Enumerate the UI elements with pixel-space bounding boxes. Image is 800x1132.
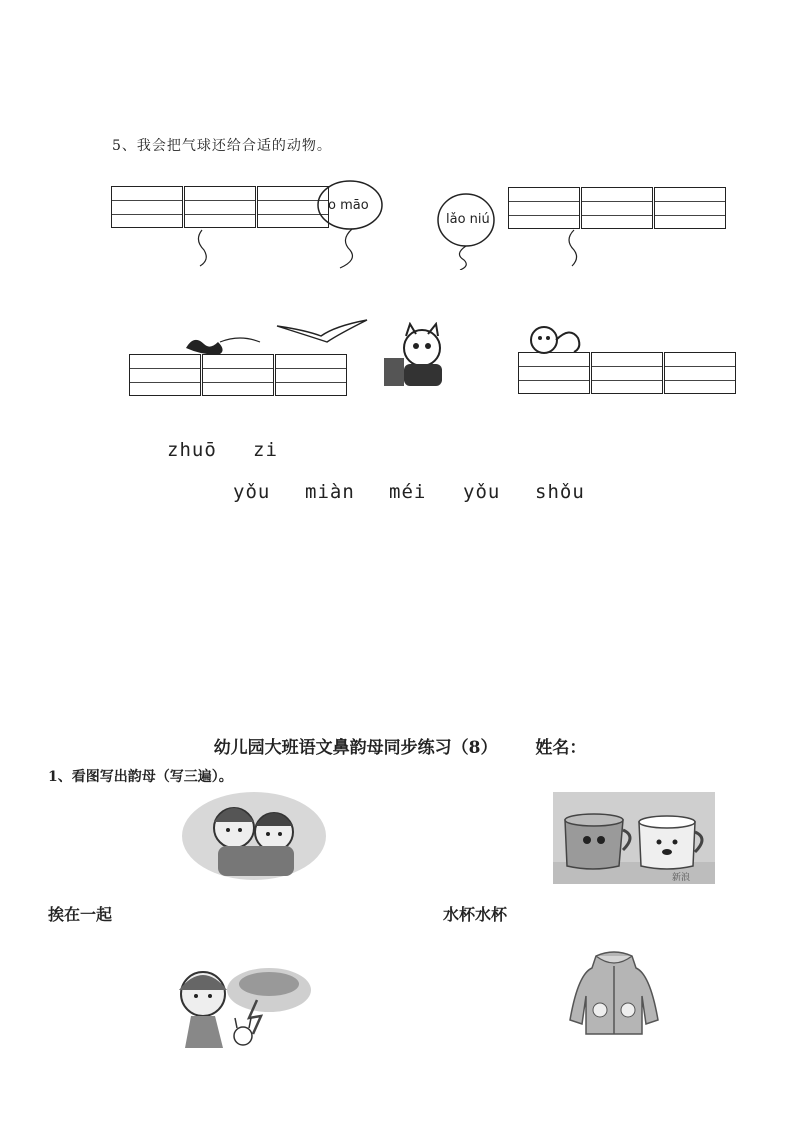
- writing-grid-2[interactable]: [508, 187, 727, 229]
- question-5-text: 5、我会把气球还给合适的动物。: [112, 138, 332, 154]
- grid-cell[interactable]: [591, 352, 663, 394]
- monkey-icon: [520, 322, 590, 356]
- pinyin-shou: shǒu: [535, 481, 585, 503]
- pinyin-mei: méi: [389, 481, 427, 503]
- balloon-label-mao: o māo: [328, 198, 369, 213]
- grid-cell[interactable]: [202, 354, 274, 396]
- balloon-string-icon: [560, 228, 590, 268]
- balloon-mao-icon: [190, 180, 390, 270]
- pinyin-mian: miàn: [305, 481, 355, 503]
- grid-cell[interactable]: [654, 187, 726, 229]
- worksheet-title-text: 幼儿园大班语文鼻韵母同步练习（8）: [213, 738, 498, 758]
- caption-cups: 水杯水杯: [443, 905, 508, 924]
- writing-grid-3[interactable]: [129, 354, 348, 396]
- grid-cell[interactable]: [581, 187, 653, 229]
- bird-icon: [275, 316, 370, 346]
- cup-logo-text: 新浪: [672, 873, 691, 883]
- pinyin-zi: zi: [253, 439, 278, 461]
- cups-picture: [553, 792, 715, 884]
- girl-storm-picture: [165, 960, 313, 1056]
- pinyin-you-2: yǒu: [463, 481, 501, 503]
- grid-cell[interactable]: [508, 187, 580, 229]
- cat-chef-icon: [380, 322, 470, 390]
- coat-picture: [566, 950, 662, 1036]
- question-1-text: 1、看图写出韵母（写三遍）。: [48, 769, 233, 785]
- pinyin-zhuo: zhuō: [167, 439, 217, 461]
- balloon-label-niu: lǎo niú: [446, 212, 490, 227]
- grid-cell[interactable]: [664, 352, 736, 394]
- kids-together-picture: [180, 788, 328, 884]
- caption-kids: 挨在一起: [48, 905, 113, 924]
- pinyin-you-1: yǒu: [233, 481, 271, 503]
- worksheet-title: [0, 733, 800, 758]
- balloon-niu-icon: [430, 190, 500, 270]
- grid-cell[interactable]: [275, 354, 347, 396]
- name-label: 姓名：: [535, 738, 587, 758]
- writing-grid-4[interactable]: [518, 352, 737, 394]
- grid-cell[interactable]: [129, 354, 201, 396]
- grid-cell[interactable]: [518, 352, 590, 394]
- grid-cell[interactable]: [111, 186, 183, 228]
